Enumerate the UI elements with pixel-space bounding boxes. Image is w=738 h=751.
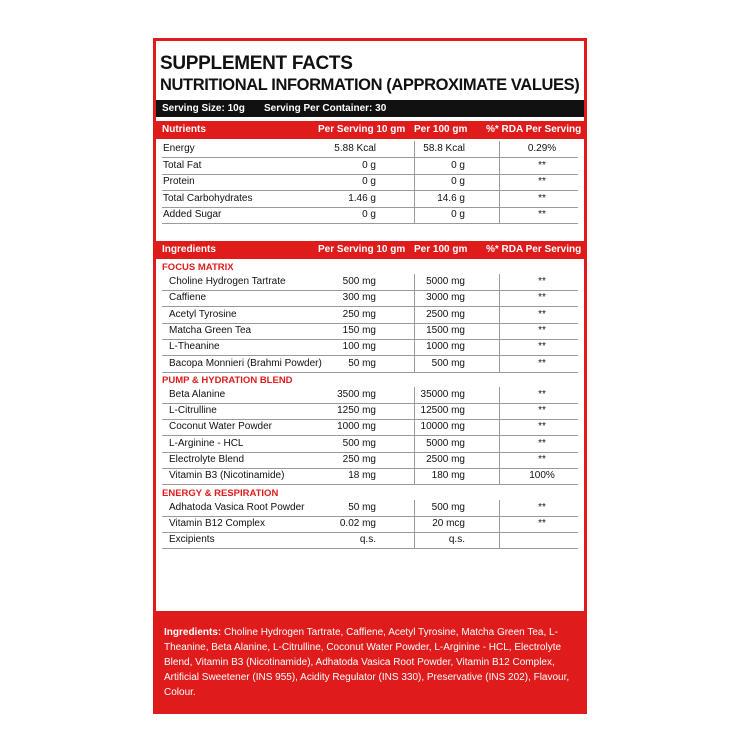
row-per-serving: 500 mg xyxy=(342,437,376,449)
section-title: FOCUS MATRIX xyxy=(162,262,234,273)
row-name: L-Citrulline xyxy=(169,405,217,417)
row-per-serving: 0 g xyxy=(362,159,376,171)
row-per-serving: 250 mg xyxy=(342,308,376,320)
ingredients-statement-label: Ingredients: xyxy=(164,627,222,638)
row-rda: ** xyxy=(538,192,546,204)
row-per-serving: 1250 mg xyxy=(337,405,376,417)
ingredients-header xyxy=(156,241,584,259)
row-rda: ** xyxy=(538,276,546,287)
row-per-100: 5000 mg xyxy=(426,276,465,287)
row-per-100: 10000 mg xyxy=(420,421,465,433)
row-name: L-Arginine - HCL xyxy=(169,437,244,449)
ingredients-statement xyxy=(156,611,584,711)
row-per-100: 3000 mg xyxy=(426,292,465,304)
row-name: Excipients xyxy=(169,534,215,546)
row-name: Matcha Green Tea xyxy=(169,324,252,336)
servings-per-container: Serving Per Container: 30 xyxy=(264,103,387,114)
ingredient-row xyxy=(162,307,578,324)
row-per-serving: 150 mg xyxy=(342,324,376,336)
row-name: Electrolyte Blend xyxy=(169,454,245,465)
column-divider xyxy=(414,500,415,549)
row-name: Acetyl Tyrosine xyxy=(169,308,237,320)
row-rda: ** xyxy=(538,209,546,220)
row-per-serving: 5.88 Kcal xyxy=(334,143,376,154)
row-per-serving: 0 g xyxy=(362,176,376,187)
row-rda: ** xyxy=(538,501,546,513)
row-per-serving: q.s. xyxy=(359,534,376,546)
row-name: Total Carbohydrates xyxy=(163,192,253,204)
ingredient-row xyxy=(162,323,578,340)
row-name: Beta Alanine xyxy=(169,388,226,400)
row-per-100: 500 mg xyxy=(431,501,465,513)
column-divider xyxy=(499,500,500,549)
row-per-100: q.s. xyxy=(448,534,465,546)
row-name: Protein xyxy=(163,176,195,187)
row-rda: ** xyxy=(538,517,546,529)
row-name: Vitamin B3 (Nicotinamide) xyxy=(169,470,285,482)
ingredient-row xyxy=(162,356,578,373)
row-per-serving: 1.46 g xyxy=(348,192,376,204)
row-per-100: 2500 mg xyxy=(426,308,465,320)
row-per-serving: 250 mg xyxy=(342,454,376,465)
row-per-100: 14.6 g xyxy=(437,192,465,204)
row-rda: ** xyxy=(538,405,546,417)
row-per-100: 1000 mg xyxy=(426,341,465,353)
row-rda: ** xyxy=(538,421,546,433)
row-per-serving: 0.02 mg xyxy=(339,517,376,529)
ingredients-header-label: Ingredients xyxy=(162,244,216,255)
section-title: ENERGY & RESPIRATION xyxy=(162,487,279,499)
row-name: Total Fat xyxy=(163,159,202,171)
row-rda: ** xyxy=(538,357,546,369)
row-per-serving: 500 mg xyxy=(342,276,376,287)
row-per-100: 2500 mg xyxy=(426,454,465,465)
row-rda: ** xyxy=(538,454,546,465)
row-per-100: 0 g xyxy=(451,209,465,220)
ingredient-row xyxy=(162,436,578,453)
ingredient-row xyxy=(162,403,578,420)
ingredient-row xyxy=(162,339,578,356)
row-name: Added Sugar xyxy=(163,209,222,220)
ingredient-row xyxy=(162,419,578,436)
row-per-serving: 100 mg xyxy=(342,341,376,353)
ingredients-statement-text: Choline Hydrogen Tartrate, Caffiene, Acetyl Tyrosine, Matcha Green Tea, L-Theanine, Beta Alanine, L-Citrulline, Coconut Water Powder, L-Arginine - HCL, Electrolyte Blend, Vitamin B3 (Nicotinamide), Adhatoda Vasica Root Powder, Vitamin B12 Complex, Artificial Sweetener (INS 955), Acidity Regulator (INS 330), Preservative (INS 202), Flavour, Colour. xyxy=(164,627,570,698)
row-per-100: 20 mcg xyxy=(432,517,465,529)
row-name: Adhatoda Vasica Root Powder xyxy=(169,501,305,513)
nutrient-row xyxy=(162,191,578,208)
row-per-100: 1500 mg xyxy=(426,324,465,336)
ingredient-row xyxy=(162,452,578,469)
row-per-serving: 18 mg xyxy=(348,470,376,482)
row-per-serving: 50 mg xyxy=(348,501,376,513)
label-title: SUPPLEMENT FACTS xyxy=(160,53,353,74)
nutrients-header xyxy=(156,121,584,139)
row-rda: ** xyxy=(538,292,546,304)
column-divider xyxy=(414,387,415,485)
row-rda: ** xyxy=(538,437,546,449)
row-per-serving: 300 mg xyxy=(342,292,376,304)
ingredient-row xyxy=(162,468,578,485)
ingredients-header-rda: %* RDA Per Serving xyxy=(486,244,582,255)
row-rda: ** xyxy=(538,388,546,400)
ingredient-row xyxy=(162,500,578,517)
row-per-100: 500 mg xyxy=(431,357,465,369)
row-name: Vitamin B12 Complex xyxy=(169,517,265,529)
row-rda: 0.29% xyxy=(527,143,557,154)
column-divider xyxy=(499,274,500,372)
row-per-serving: 50 mg xyxy=(348,357,376,369)
serving-size: Serving Size: 10g xyxy=(162,103,245,114)
row-per-100: 58.8 Kcal xyxy=(423,143,465,154)
row-name: Choline Hydrogen Tartrate xyxy=(169,276,286,287)
row-per-100: 180 mg xyxy=(431,470,465,482)
nutrients-header-rda: %* RDA Per Serving xyxy=(486,124,582,135)
row-rda: ** xyxy=(538,176,546,187)
column-divider xyxy=(499,387,500,485)
section-title: PUMP & HYDRATION BLEND xyxy=(162,374,293,386)
row-rda: ** xyxy=(538,308,546,320)
row-name: Caffiene xyxy=(169,292,207,304)
ingredient-row xyxy=(162,274,578,291)
row-name: Coconut Water Powder xyxy=(169,421,273,433)
column-divider xyxy=(414,274,415,372)
nutrients-header-per-100: Per 100 gm xyxy=(414,124,468,135)
nutrient-row xyxy=(162,141,578,158)
row-per-100: 5000 mg xyxy=(426,437,465,449)
row-name: Energy xyxy=(163,143,195,154)
supplement-facts-label xyxy=(153,38,587,714)
row-per-100: 0 g xyxy=(451,159,465,171)
serving-bar xyxy=(156,100,584,117)
nutrients-header-per-serving: Per Serving 10 gm xyxy=(318,124,406,135)
row-per-serving: 1000 mg xyxy=(337,421,376,433)
nutrient-row xyxy=(162,174,578,191)
row-name: Bacopa Monnieri (Brahmi Powder) xyxy=(169,357,322,369)
row-per-100: 35000 mg xyxy=(420,388,465,400)
nutrients-header-label: Nutrients xyxy=(162,124,206,135)
ingredient-row xyxy=(162,516,578,533)
ingredient-row xyxy=(162,532,578,549)
column-divider xyxy=(499,141,500,224)
label-subtitle: NUTRITIONAL INFORMATION (APPROXIMATE VALUES) xyxy=(160,76,580,94)
ingredient-row xyxy=(162,387,578,404)
row-rda: ** xyxy=(538,341,546,353)
ingredients-header-per-serving: Per Serving 10 gm xyxy=(318,244,406,255)
ingredients-header-per-100: Per 100 gm xyxy=(414,244,468,255)
row-rda: ** xyxy=(538,159,546,171)
ingredient-row xyxy=(162,290,578,307)
row-name: L-Theanine xyxy=(169,341,220,353)
row-rda: 100% xyxy=(529,470,555,482)
row-per-100: 0 g xyxy=(451,176,465,187)
nutrient-row xyxy=(162,158,578,175)
row-per-serving: 0 g xyxy=(362,209,376,220)
row-per-100: 12500 mg xyxy=(420,405,465,417)
row-per-serving: 3500 mg xyxy=(337,388,376,400)
row-rda: ** xyxy=(538,324,546,336)
column-divider xyxy=(414,141,415,224)
nutrient-row xyxy=(162,207,578,224)
